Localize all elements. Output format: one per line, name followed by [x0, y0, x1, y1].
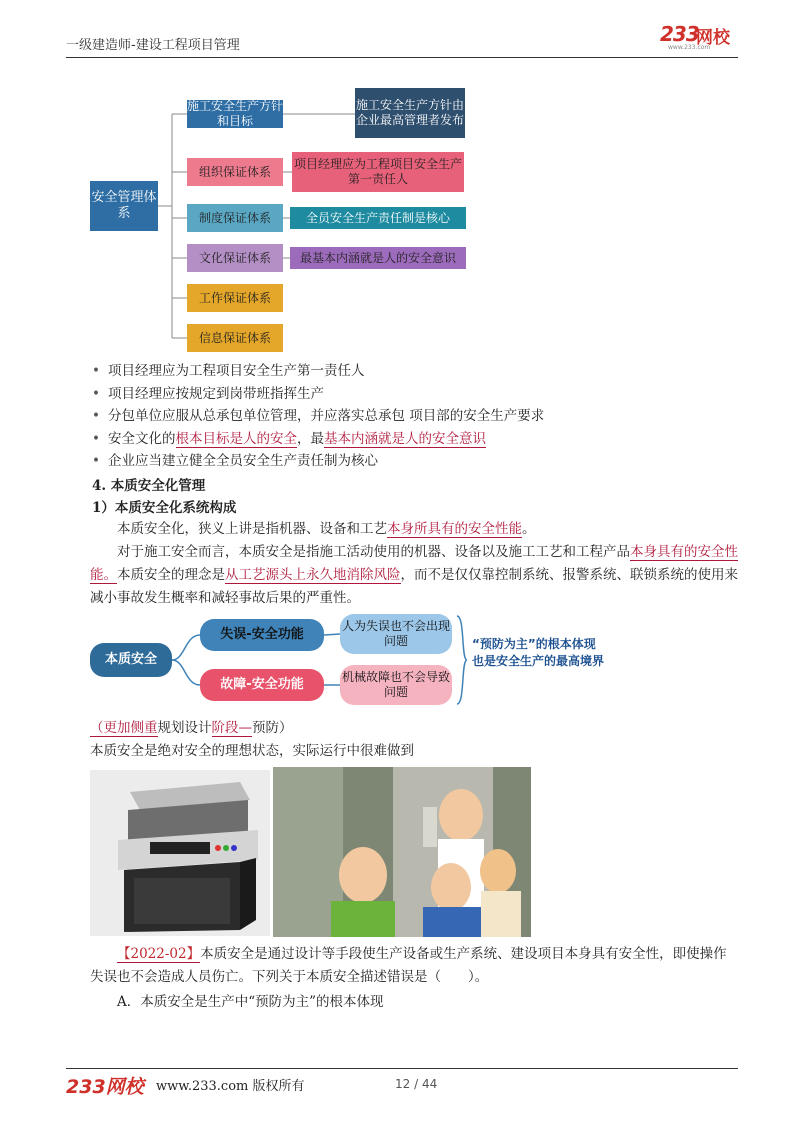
paragraph-text: 对于施工安全而言，本质安全是指施工活动使用的机器、设备以及施工工艺和工程产品	[117, 544, 630, 560]
highlight-text: 本身所具有的安全性能	[387, 521, 522, 537]
highlight-text: 本身具有的安全性能。	[90, 544, 738, 583]
note-text: 规划设计	[157, 720, 212, 736]
paragraph-text: 本质安全化，狭义上讲是指机器、设备和工艺	[117, 521, 387, 537]
list-item	[92, 405, 544, 428]
mindmap1-branch-organization: 组织保证体系	[187, 158, 283, 186]
mindmap2-callout	[472, 636, 624, 670]
question-option-a: A．本质安全是生产中“预防为主”的根本体现	[117, 994, 384, 1010]
highlight-text: （更加侧重	[90, 720, 158, 736]
footer-brand-logo: 233网校	[66, 1076, 144, 1098]
section-heading: 4. 本质安全化管理	[92, 478, 206, 494]
mindmap1-branch-culture: 文化保证体系	[187, 244, 283, 272]
mindmap2-note-human: 人为失误也不会出现问题	[340, 614, 452, 654]
mindmap1-note-policy: 施工安全生产方针由企业最高管理者发布	[355, 88, 465, 138]
callout-line: 也是安全生产的最高境界	[472, 654, 605, 668]
callout-line: “预防为主”的根本体现	[472, 637, 596, 651]
brand-logo-url: www.233.com	[668, 44, 711, 51]
mindmap2-fail-safe-human: 失误-安全功能	[200, 619, 324, 651]
list-item-text: 分包单位应服从总承包单位管理，并应落实总承包 项目部的安全生产要求	[108, 408, 545, 424]
note-line	[90, 717, 740, 740]
mindmap1-note-culture: 最基本内涵就是人的安全意识	[290, 247, 466, 269]
mindmap1-branch-information: 信息保证体系	[187, 324, 283, 352]
mindmap1-branch-work: 工作保证体系	[187, 284, 283, 312]
elevator-cartoon-image	[273, 767, 531, 937]
highlight-text: 根本目标是人的安全	[175, 430, 297, 447]
list-item-text: 项目经理应按规定到岗带班指挥生产	[108, 385, 324, 402]
question-tag: 【2022-02】	[117, 946, 201, 962]
paper-cutter-machine-image	[90, 770, 270, 936]
list-item	[92, 360, 544, 383]
brand-logo-text: 网校	[696, 28, 730, 48]
paragraph: 本质安全是绝对安全的理想状态，实际运行中很难做到	[90, 743, 414, 759]
page-header-title: 一级建造师-建设工程项目管理	[66, 38, 240, 53]
mindmap1-note-organization: 项目经理应为工程项目安全生产第一责任人	[292, 152, 464, 192]
list-item	[92, 383, 544, 406]
brand-logo-number: 233	[660, 22, 699, 46]
page-number: 12 / 44	[395, 1077, 438, 1091]
paragraph-text: 本质安全的理念是	[117, 567, 225, 583]
mindmap2-fail-safe-machine: 故障-安全功能	[200, 669, 324, 701]
paragraph-text: ，而不是仅仅靠控制系统、报警系统、联锁系统的使用来减小事故发生概率和减轻事故后果的严重性。	[90, 567, 738, 606]
list-item-text: 安全文化的	[108, 430, 176, 447]
paragraph	[90, 518, 740, 541]
list-item-text: 项目经理应为工程项目安全生产第一责任人	[108, 363, 365, 379]
footer-divider	[66, 1068, 738, 1069]
mindmap1-note-system: 全员安全生产责任制是核心	[290, 207, 466, 229]
mindmap1-branch-policy: 施工安全生产方针和目标	[187, 99, 284, 128]
list-item-text: ，最	[297, 430, 324, 447]
mindmap1-branch-system: 制度保证体系	[187, 204, 283, 232]
key-points-list	[92, 360, 544, 473]
mindmap2-note-machine: 机械故障也不会导致问题	[340, 665, 452, 705]
mindmap1-root: 安全管理体系	[90, 181, 158, 231]
highlight-text: 阶段—	[211, 720, 252, 736]
brace-icon	[455, 614, 469, 706]
note-text: 预防）	[252, 720, 293, 736]
list-item	[92, 450, 544, 473]
footer-copyright: www.233.com 版权所有	[156, 1079, 305, 1094]
highlight-text: 基本内涵就是人的安全意识	[324, 430, 486, 447]
highlight-text: 从工艺源头上永久地消除风险	[225, 567, 401, 583]
exam-question	[90, 943, 740, 989]
list-item-text: 企业应当建立健全全员安全生产责任制为核心	[108, 453, 378, 469]
paragraph-text: 。	[522, 521, 536, 537]
list-item	[92, 428, 544, 451]
question-text: 本质安全是通过设计等手段使生产设备或生产系统、建设项目本身具有安全性，即使操作失误也不会造成人员伤亡。下列关于本质安全描述错误是（ ）。	[90, 946, 727, 985]
subsection-heading: 1）本质安全化系统构成	[92, 500, 237, 516]
mindmap2-root: 本质安全	[90, 643, 172, 677]
